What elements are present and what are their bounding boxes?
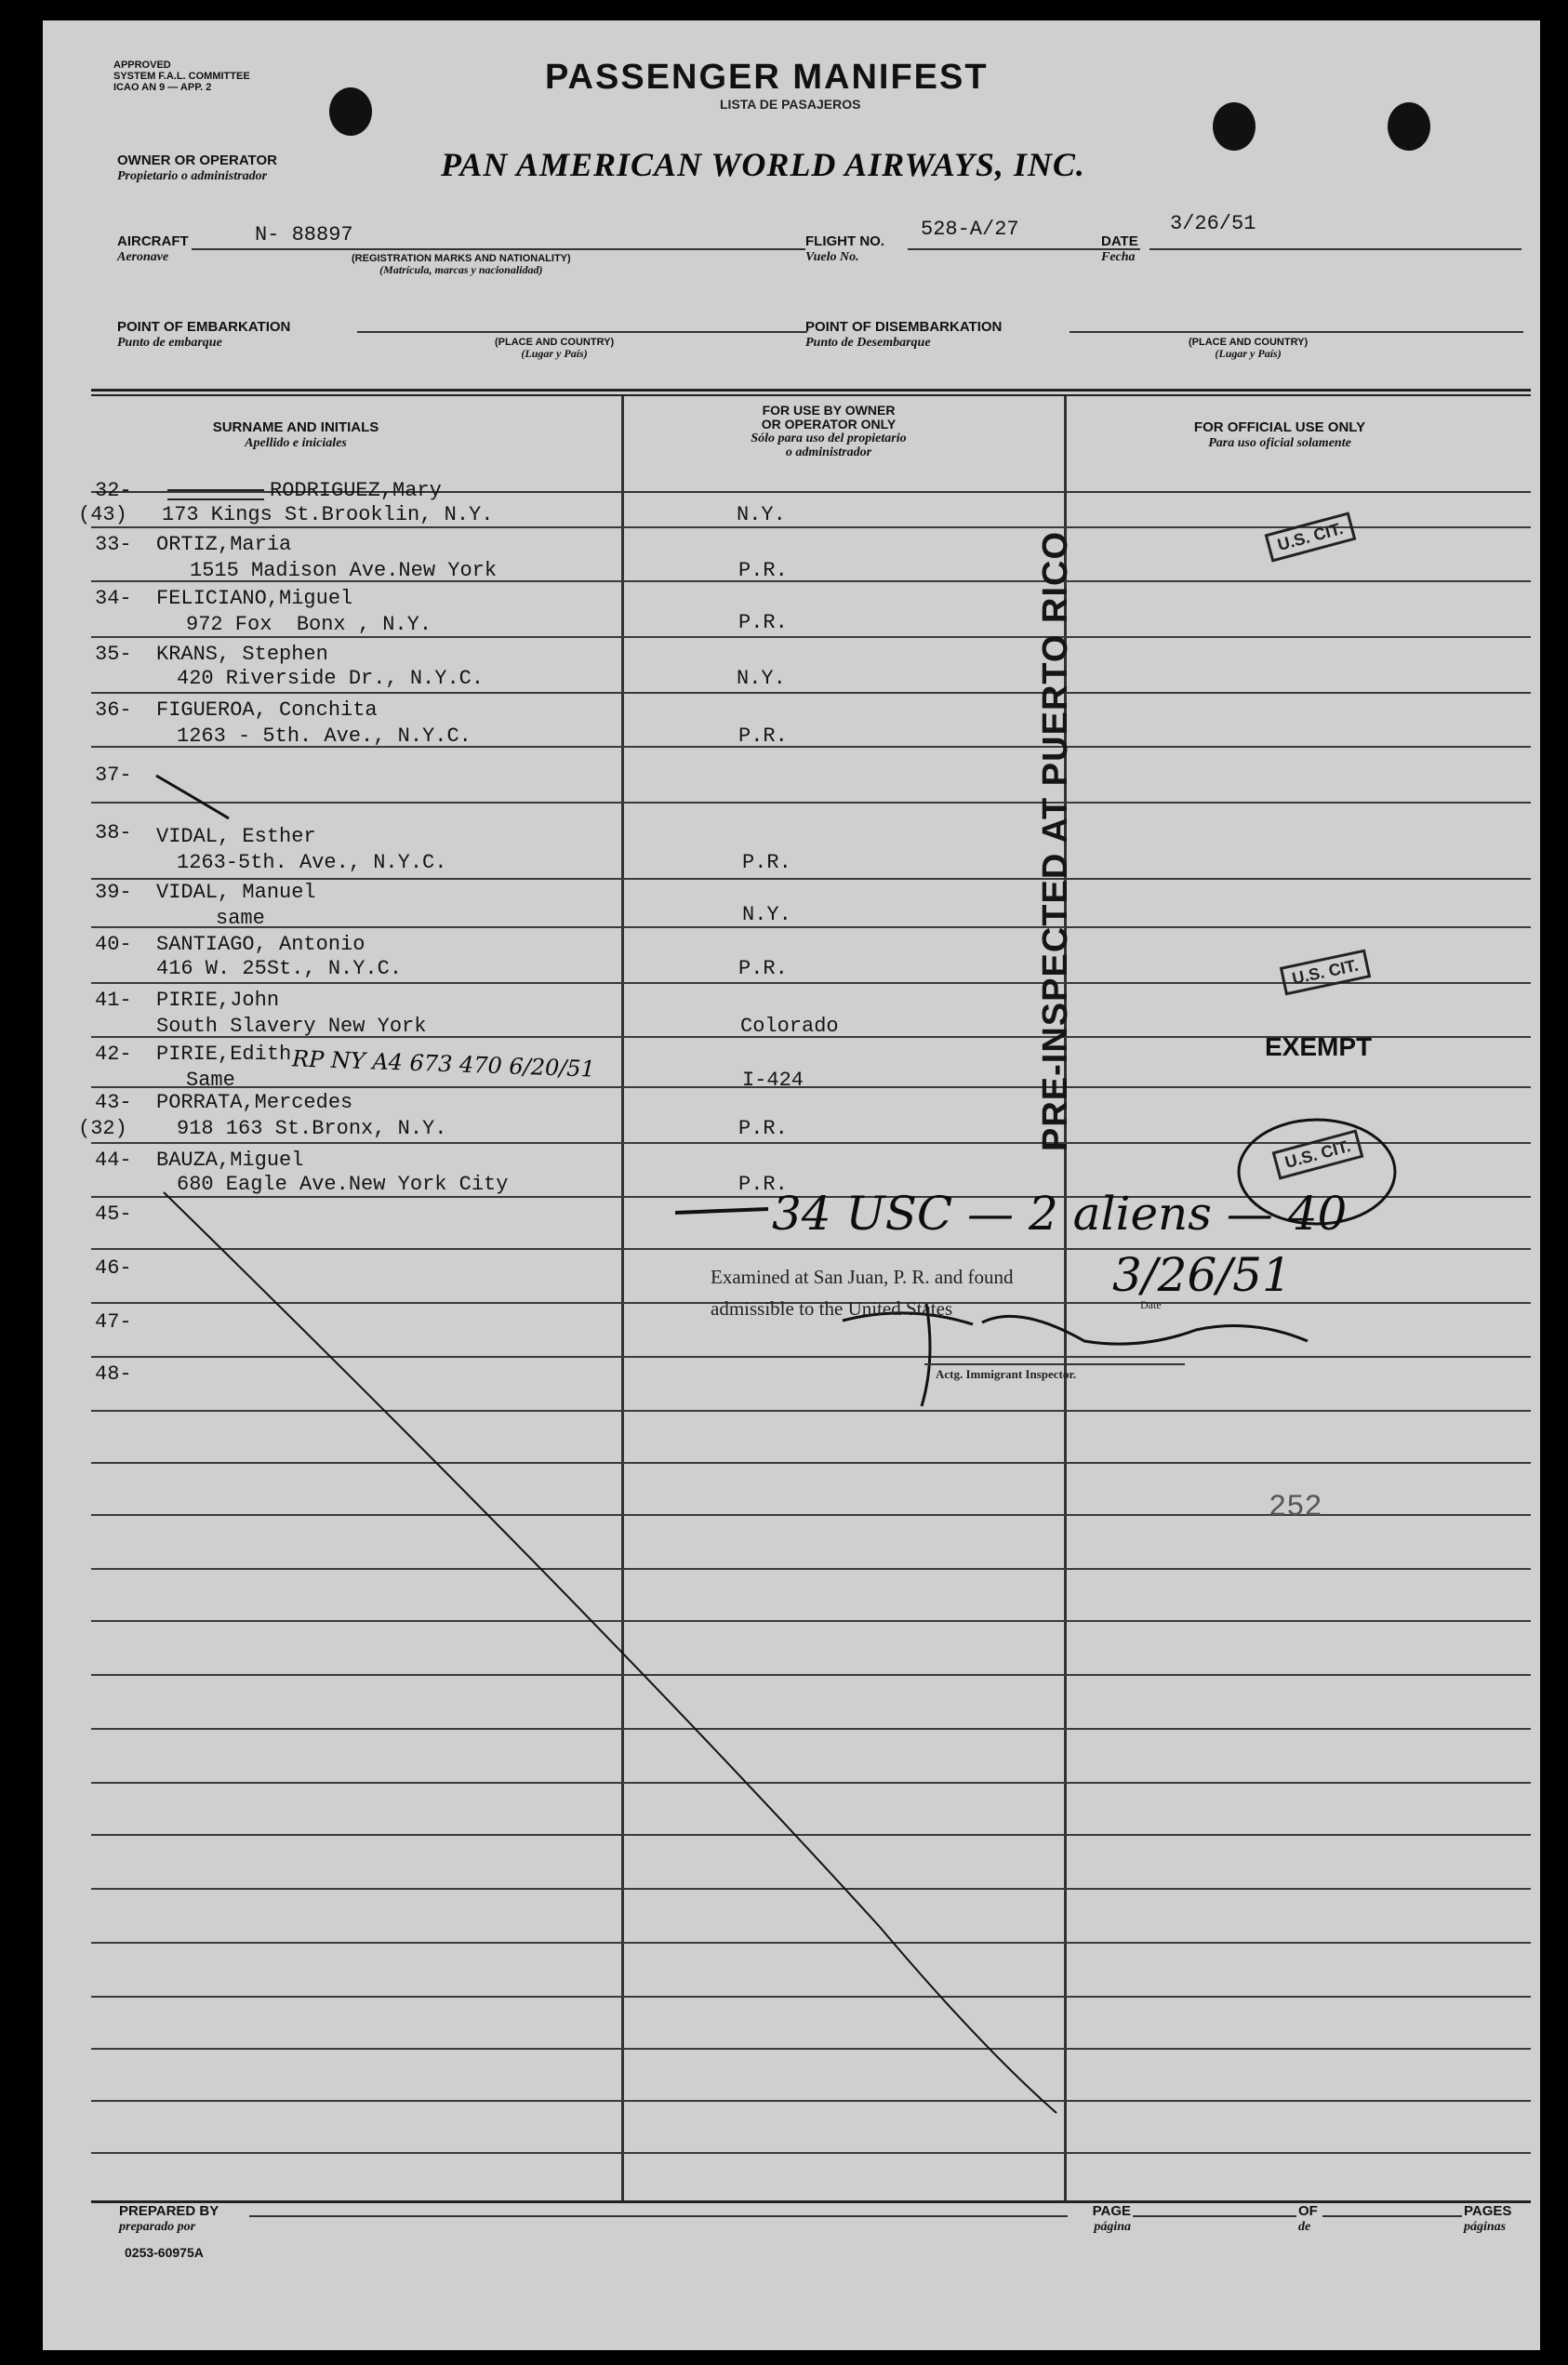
row-number: 44-: [95, 1149, 132, 1172]
owner-use-entry: P.R.: [738, 957, 788, 980]
passenger-address: 1263-5th. Ave., N.Y.C.: [177, 851, 447, 874]
page-title: PASSENGER MANIFEST: [545, 58, 989, 97]
handwritten-reentry-note: RP NY A4 673 470 6/20/51: [291, 1045, 596, 1083]
passenger-name: ORTIZ,Maria: [156, 533, 292, 556]
passenger-name: VIDAL, Manuel: [156, 881, 316, 904]
owner-label-es: Propietario o administrador: [117, 169, 268, 183]
row-37-cancel-stroke: [156, 776, 229, 818]
row-number: 45-: [95, 1202, 132, 1226]
column-header-owner-es1: Sólo para uso del propietario: [751, 432, 907, 445]
passenger-address: 972 Fox Bonx , N.Y.: [186, 613, 432, 636]
examined-date: 3/26/51: [1112, 1248, 1292, 1302]
flight-label-en: FLIGHT NO.: [805, 233, 884, 249]
column-header-surname-es: Apellido e iniciales: [245, 436, 347, 450]
row-number: 36-: [95, 698, 132, 722]
passenger-address: 173 Kings St.Brooklin, N.Y.: [162, 503, 494, 526]
passenger-name: VIDAL, Esther: [156, 825, 316, 848]
column-header-owner-line1: FOR USE BY OWNER: [762, 403, 896, 418]
examined-stamp: [711, 1261, 1013, 1324]
embark-label-es: Punto de embarque: [117, 336, 222, 350]
owner-value: PAN AMERICAN WORLD AIRWAYS, INC.: [441, 146, 1085, 183]
passenger-name: SANTIAGO, Antonio: [156, 933, 365, 956]
flight-value: 528-A/27: [921, 218, 1019, 241]
column-header-surname-en: SURNAME AND INITIALS: [212, 419, 379, 435]
approval-line-3: ICAO AN 9 — APP. 2: [113, 82, 212, 93]
manifest-sheet: [43, 20, 1540, 2350]
prepared-by-label: [119, 2204, 219, 2235]
us-cit-stamp-2: U.S. CIT.: [1280, 950, 1371, 996]
passenger-address: South Slavery New York: [156, 1015, 427, 1038]
approval-line-1: APPROVED: [113, 60, 171, 71]
prepared-by-line: [249, 2215, 1068, 2217]
passenger-address: same: [216, 907, 265, 930]
column-header-official-en: FOR OFFICIAL USE ONLY: [1193, 419, 1366, 435]
passenger-name: BAUZA,Miguel: [156, 1149, 304, 1172]
form-number: 0253-60975A: [125, 2245, 204, 2260]
row-prefix: (43): [78, 503, 127, 526]
passenger-name: FELICIANO,Miguel: [156, 587, 353, 610]
column-header-owner-es2: o administrador: [785, 445, 872, 459]
aircraft-label-es: Aeronave: [117, 250, 169, 264]
aircraft-value: N- 88897: [255, 223, 353, 246]
owner-label-en: OWNER OR OPERATOR: [117, 153, 277, 168]
of-label-en: OF: [1298, 2203, 1318, 2219]
exempt-stamp: EXEMPT: [1265, 1032, 1373, 1061]
approval-line-2: SYSTEM F.A.L. COMMITTEE: [113, 71, 250, 82]
passenger-name: PORRATA,Mercedes: [156, 1091, 353, 1114]
disembark-label-es: Punto de Desembarque: [805, 336, 931, 350]
examined-line-1: Examined at San Juan, P. R. and found: [711, 1266, 1014, 1288]
passenger-address: Same: [186, 1069, 235, 1092]
disembark-place-note-es: (Lugar y País): [1215, 347, 1282, 360]
date-label-es: Fecha: [1101, 250, 1136, 264]
row-number: 47-: [95, 1310, 132, 1334]
row-number: 41-: [95, 989, 132, 1012]
examined-line-2: admissible to the United States: [711, 1297, 953, 1320]
owner-use-entry: N.Y.: [737, 667, 786, 690]
disembark-label-en: POINT OF DISEMBARKATION: [805, 319, 1003, 335]
passenger-address: 1515 Madison Ave.New York: [190, 559, 498, 582]
diagonal-cancel-stroke: [164, 1192, 1056, 2113]
row-number: 39-: [95, 881, 132, 904]
us-cit-stamp-1: U.S. CIT.: [1265, 512, 1357, 562]
aircraft-label-en: AIRCRAFT: [117, 233, 189, 249]
owner-use-entry: P.R.: [742, 851, 791, 874]
of-label: [1298, 2204, 1318, 2235]
page-subtitle: LISTA DE PASAJEROS: [720, 97, 861, 112]
row-number: 42-: [95, 1043, 132, 1066]
row-number: 38-: [95, 821, 132, 844]
passenger-name: PIRIE,John: [156, 989, 280, 1012]
totals-dash-left: [675, 1209, 768, 1213]
owner-use-entry: Colorado: [740, 1015, 839, 1038]
pages-label: [1464, 2204, 1511, 2235]
embark-place-note-en: (PLACE AND COUNTRY): [495, 337, 615, 348]
passenger-name: RODRIGUEZ,Mary: [270, 479, 442, 502]
passenger-address: 918 163 St.Bronx, N.Y.: [177, 1117, 447, 1140]
page-label: [1062, 2204, 1131, 2235]
us-cit-stamp-3: U.S. CIT.: [1272, 1129, 1364, 1179]
owner-use-entry: P.R.: [738, 559, 788, 582]
embark-place-note-es: (Lugar y País): [521, 347, 588, 360]
of-label-es: de: [1298, 2220, 1311, 2234]
of-line: [1322, 2215, 1462, 2217]
page-label-en: PAGE: [1092, 2203, 1131, 2219]
examined-date-label: Date: [1140, 1298, 1162, 1311]
passenger-name: KRANS, Stephen: [156, 643, 328, 666]
page-number-stamp: 252: [1269, 1490, 1322, 1524]
page-label-es: página: [1094, 2220, 1131, 2234]
row-number: 33-: [95, 533, 132, 556]
inspector-signature-line: [924, 1363, 1185, 1365]
pre-inspected-stamp: PRE-INSPECTED AT PUERTO RICO: [1036, 530, 1075, 1151]
disembark-place-note-en: (PLACE AND COUNTRY): [1189, 337, 1309, 348]
column-header-owner-line2: OR OPERATOR ONLY: [761, 417, 897, 432]
passenger-address: 420 Riverside Dr., N.Y.C.: [177, 667, 485, 690]
passenger-address: 680 Eagle Ave.New York City: [177, 1173, 509, 1196]
owner-use-entry: I-424: [742, 1069, 804, 1092]
pages-label-es: páginas: [1464, 2220, 1507, 2234]
passenger-address: 416 W. 25St., N.Y.C.: [156, 957, 403, 980]
passenger-name: PIRIE,Edith: [156, 1043, 292, 1066]
row-prefix: (32): [78, 1117, 127, 1140]
owner-use-entry: P.R.: [738, 1117, 788, 1140]
date-label-en: DATE: [1101, 233, 1138, 249]
column-header-official-es: Para uso oficial solamente: [1208, 436, 1351, 450]
registration-note-en: (REGISTRATION MARKS AND NATIONALITY): [352, 253, 571, 264]
row-number: 40-: [95, 933, 132, 956]
page-line: [1133, 2215, 1296, 2217]
pages-label-en: PAGES: [1464, 2203, 1512, 2219]
row-number: 43-: [95, 1091, 132, 1114]
embark-label-en: POINT OF EMBARKATION: [117, 319, 291, 335]
row-number: 48-: [95, 1362, 132, 1386]
row-number: 35-: [95, 643, 132, 666]
registration-note-es: (Matrícula, marcas y nacionalidad): [379, 263, 543, 276]
row-number: 46-: [95, 1256, 132, 1280]
date-value: 3/26/51: [1170, 212, 1256, 235]
row-number: 32-: [95, 479, 132, 502]
row-number: 34-: [95, 587, 132, 610]
inspector-label: Actg. Immigrant Inspector.: [936, 1367, 1077, 1381]
prepared-by-en: PREPARED BY: [119, 2203, 219, 2219]
owner-use-entry: P.R.: [738, 611, 788, 634]
owner-use-entry: P.R.: [738, 724, 788, 748]
owner-use-entry: N.Y.: [737, 503, 786, 526]
cancellation-strokes: [43, 20, 1540, 2350]
prepared-by-es: preparado por: [119, 2220, 196, 2234]
handwritten-totals: 34 USC — 2 aliens — 40: [772, 1187, 1348, 1241]
row-number: 37-: [95, 764, 132, 787]
owner-use-entry: P.R.: [738, 1173, 788, 1196]
flight-label-es: Vuelo No.: [805, 250, 859, 264]
passenger-name: FIGUEROA, Conchita: [156, 698, 378, 722]
passenger-address: 1263 - 5th. Ave., N.Y.C.: [177, 724, 472, 748]
owner-use-entry: N.Y.: [742, 903, 791, 926]
